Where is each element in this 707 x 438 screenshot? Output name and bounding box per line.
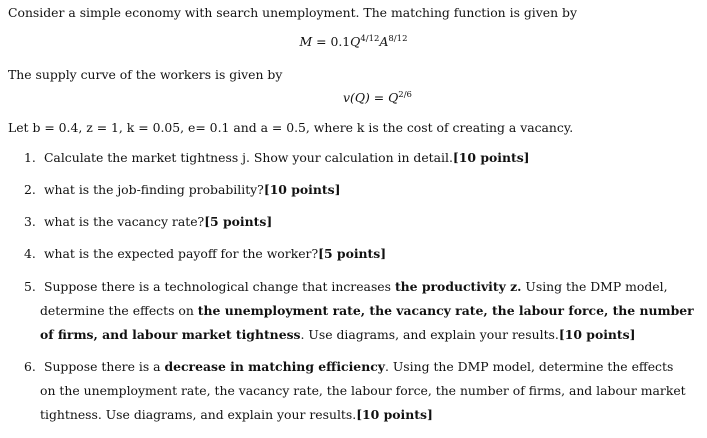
intro-text: Consider a simple economy with search unemployment. The matching function is given by — [8, 5, 577, 20]
question-6-line-3: tightness. Use diagrams, and explain your results.[10 points] — [40, 407, 433, 422]
parameters-text: Let b = 0.4, z = 1, k = 0.05, e= 0.1 and a = 0.5, where k is the cost of creating a vacancy. — [8, 120, 574, 135]
question-6: 6. Suppose there is a decrease in matching efficiency. Using the DMP model, determine the effects — [24, 359, 674, 374]
question-1: 1. Calculate the market tightness j. Show your calculation in detail.[10 points] — [24, 150, 530, 165]
question-4: 4. what is the expected payoff for the worker?[5 points] — [24, 246, 387, 261]
question-2: 2. what is the job-finding probability?[10 points] — [24, 182, 341, 197]
question-6-line-2: on the unemployment rate, the vacancy rate, the labour force, the number of firms, and labour market — [40, 383, 686, 398]
question-5-line-3: of firms, and labour market tightness. Use diagrams, and explain your results.[10 points] — [40, 327, 636, 342]
question-5-line-2: determine the effects on the unemployment rate, the vacancy rate, the labour force, the number — [40, 303, 694, 318]
supply-curve-text: The supply curve of the workers is given by — [8, 67, 283, 82]
supply-curve-equation: $v(Q) = Q^{2/6}$ — [343, 90, 412, 105]
question-3: 3. what is the vacancy rate?[5 points] — [24, 214, 273, 229]
question-5: 5. Suppose there is a technological change that increases the productivity z. Using the DMP model, — [24, 279, 668, 294]
matching-function-equation: $M = 0.1Q^{4/12}A^{8/12}$ — [299, 34, 408, 49]
